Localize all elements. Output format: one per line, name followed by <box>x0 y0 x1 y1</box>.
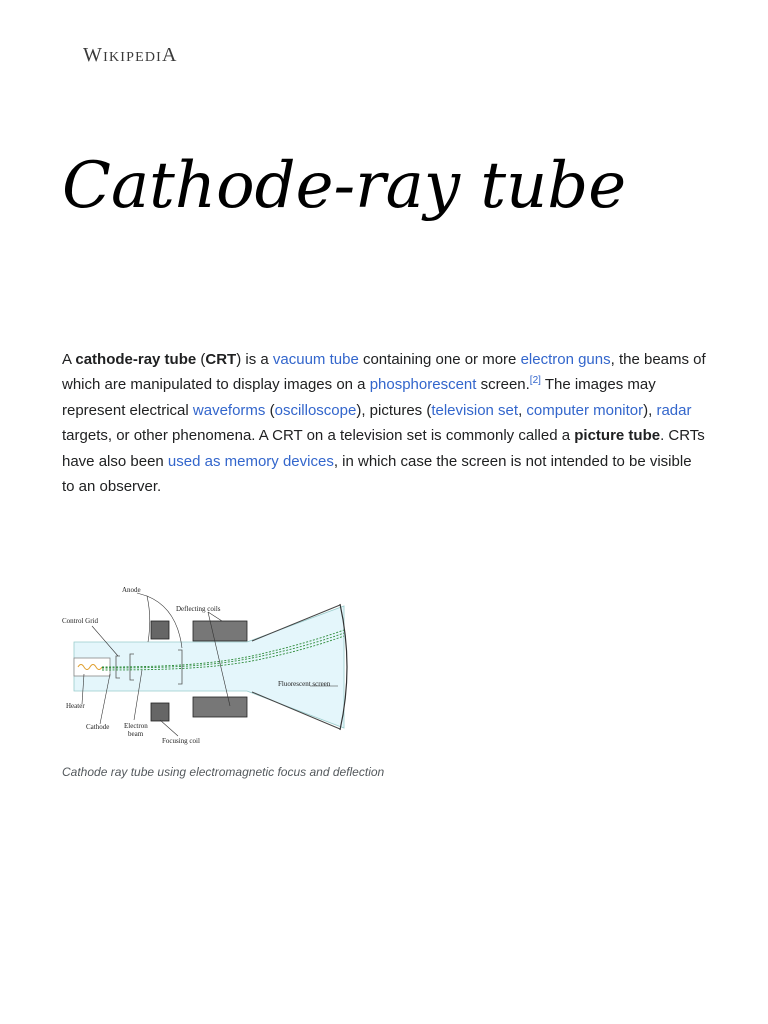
lead-text: ) is a <box>236 351 273 368</box>
wordmark-w: W <box>83 44 104 66</box>
bold-term: CRT <box>205 351 237 368</box>
lead-text: . CRTs have also been <box>62 427 705 470</box>
article-link[interactable]: television set <box>431 401 519 419</box>
lead-text: ( <box>196 351 206 368</box>
label-electron-beam-1: Electron <box>124 722 148 730</box>
label-control-grid: Control Grid <box>62 617 98 625</box>
lead-text: , the beams of which are manipulated to display images on a <box>62 351 706 394</box>
page-title: Cathode-ray tube <box>62 149 627 223</box>
lead-paragraph <box>62 347 706 499</box>
lead-text: ), pictures ( <box>356 401 432 419</box>
wikipedia-wordmark[interactable] <box>83 44 178 67</box>
bold-term: picture tube <box>574 427 661 445</box>
article-link[interactable]: waveforms <box>192 401 266 419</box>
bold-term: cathode-ray tube <box>75 351 197 368</box>
label-fluorescent-screen: Fluorescent screen <box>278 680 331 688</box>
crt-diagram-figure[interactable] <box>62 578 352 748</box>
article-link[interactable]: phosphorescent <box>369 376 477 394</box>
label-cathode: Cathode <box>86 723 110 731</box>
lead-text: ), <box>643 401 657 419</box>
article-link[interactable]: used as memory devices <box>167 452 334 470</box>
article-link[interactable]: oscilloscope <box>274 401 357 419</box>
wordmark-a: A <box>162 44 178 66</box>
deflecting-coil-top <box>193 621 247 641</box>
lead-text: targets, or other phenomena. A CRT on a television set is commonly called a <box>62 427 575 445</box>
article-link[interactable]: computer monitor <box>526 401 644 419</box>
figure-caption: Cathode ray tube using electromagnetic focus and deflection <box>62 765 385 779</box>
deflecting-coil-bottom <box>193 697 247 717</box>
focusing-coil-top <box>151 621 169 639</box>
label-focusing-coil: Focusing coil <box>162 737 200 745</box>
label-electron-beam-2: beam <box>128 730 144 738</box>
crt-diagram <box>62 578 352 748</box>
lead-text: screen. <box>476 376 530 394</box>
cathode-shape <box>74 658 110 676</box>
citation <box>530 375 541 386</box>
label-anode: Anode <box>122 586 141 594</box>
wordmark-rest: ikipedi <box>103 44 163 66</box>
lead-text: A <box>62 351 76 368</box>
focusing-coil-bottom <box>151 703 169 721</box>
lead-text: , in which case the screen is not intended to be visible to an observer. <box>62 452 692 496</box>
article-link[interactable]: radar <box>656 401 692 419</box>
citation-link[interactable]: [2] <box>529 375 541 387</box>
label-deflecting-coils: Deflecting coils <box>176 605 221 613</box>
lead-text: containing one or more <box>358 351 521 368</box>
lead-text: , <box>518 401 527 419</box>
lead-text: The images may represent electrical <box>62 376 656 419</box>
lead-text: ( <box>265 401 275 419</box>
article-link[interactable]: vacuum tube <box>272 351 359 368</box>
article-link[interactable]: electron guns <box>520 351 611 368</box>
label-heater: Heater <box>66 702 85 710</box>
